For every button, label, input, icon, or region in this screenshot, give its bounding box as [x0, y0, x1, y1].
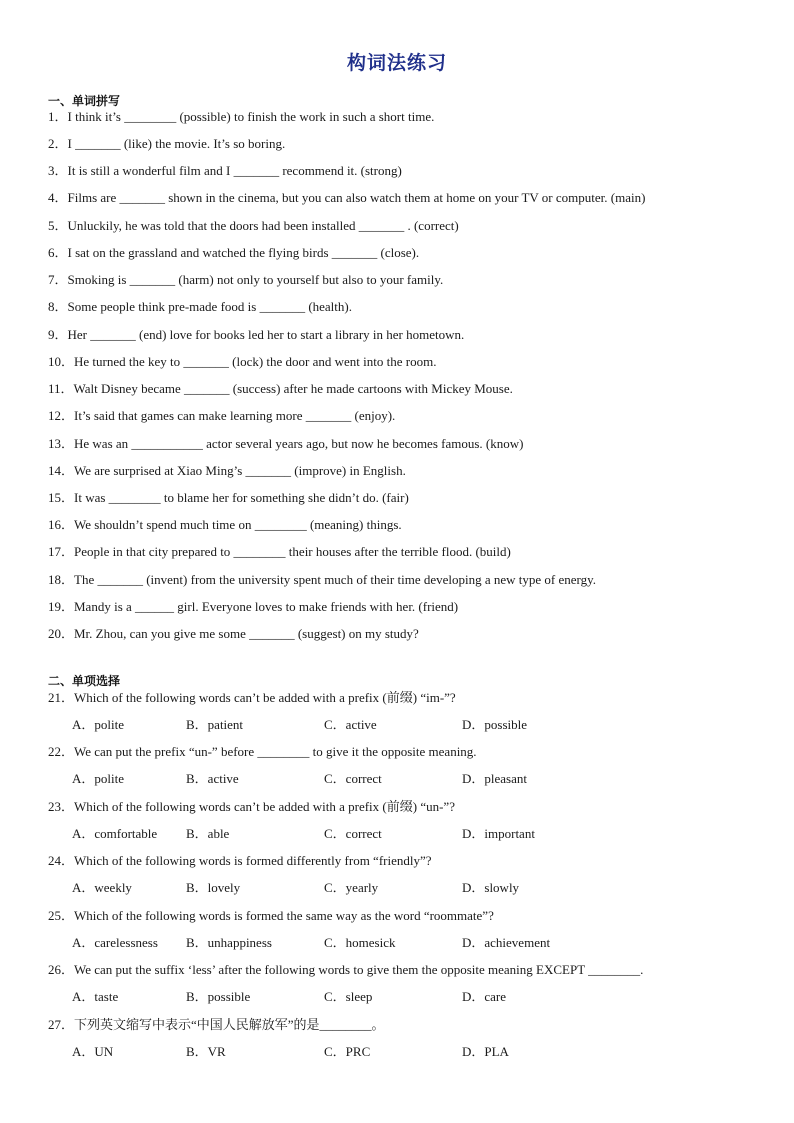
choice-question: 27．下列英文缩写中表示“中国人民解放军”的是________。 [48, 1017, 385, 1032]
spelling-question: 14．We are surprised at Xiao Ming’s _______ (improve) in English. [48, 463, 406, 478]
option-c: C．correct [324, 771, 382, 786]
choice-options [72, 826, 692, 842]
spelling-question: 18．The _______ (invent) from the university spent much of their time developing a new type of energy. [48, 572, 597, 587]
option-b: B．active [186, 771, 239, 786]
choice-options [72, 989, 692, 1005]
option-b: B．able [186, 826, 230, 841]
spelling-question: 11．Walt Disney became _______ (success) after he made cartoons with Mickey Mouse. [48, 381, 513, 396]
option-d: D．slowly [462, 880, 520, 895]
spelling-question: 13．He was an ___________ actor several years ago, but now he becomes famous. (know) [48, 436, 524, 451]
section-heading-spelling: 一、单词拼写 [48, 94, 121, 108]
option-c: C．correct [324, 826, 382, 841]
option-d: D．care [462, 989, 507, 1004]
option-c: C．sleep [324, 989, 373, 1004]
spelling-question: 16．We shouldn’t spend much time on ________ (meaning) things. [48, 517, 402, 532]
section-heading-multiple-choice: 二、单项选择 [48, 674, 121, 688]
spelling-question: 8．Some people think pre-made food is _______ (health). [48, 299, 352, 314]
option-b: B．unhappiness [186, 935, 272, 950]
option-d: D．possible [462, 717, 528, 732]
option-b: B．possible [186, 989, 251, 1004]
option-d: D．achievement [462, 935, 551, 950]
spelling-question: 9．Her _______ (end) love for books led her to start a library in her hometown. [48, 327, 465, 342]
option-c: C．homesick [324, 935, 396, 950]
option-a: A．UN [72, 1044, 114, 1059]
choice-question: 22．We can put the prefix “un-” before ________ to give it the opposite meaning. [48, 744, 477, 759]
choice-question: 26．We can put the suffix ‘less’ after the following words to give them the opposite meaning EXCEPT ________. [48, 962, 644, 977]
choice-question: 25．Which of the following words is formed the same way as the word “roommate”? [48, 908, 494, 923]
spelling-question: 12．It’s said that games can make learning more _______ (enjoy). [48, 408, 396, 423]
spelling-question: 7．Smoking is _______ (harm) not only to yourself but also to your family. [48, 272, 444, 287]
spelling-question: 5．Unluckily, he was told that the doors had been installed _______ . (correct) [48, 218, 459, 233]
option-c: C．yearly [324, 880, 379, 895]
choice-question: 23．Which of the following words can’t be added with a prefix (前缀) “un-”? [48, 799, 455, 814]
spelling-question: 20．Mr. Zhou, can you give me some _______ (suggest) on my study? [48, 626, 419, 641]
choice-options [72, 771, 692, 787]
spelling-question: 19．Mandy is a ______ girl. Everyone loves to make friends with her. (friend) [48, 599, 459, 614]
spelling-question: 3．It is still a wonderful film and I _______ recommend it. (strong) [48, 163, 402, 178]
option-b: B．patient [186, 717, 244, 732]
option-d: D．PLA [462, 1044, 509, 1059]
option-c: C．active [324, 717, 377, 732]
option-b: B．lovely [186, 880, 241, 895]
option-a: A．polite [72, 771, 124, 786]
page-title: 构词法练习 [346, 52, 447, 74]
option-a: A．comfortable [72, 826, 158, 841]
option-d: D．pleasant [462, 771, 527, 786]
choice-options [72, 880, 692, 896]
choice-question: 24．Which of the following words is formed differently from “friendly”? [48, 853, 432, 868]
spelling-question: 15．It was ________ to blame her for something she didn’t do. (fair) [48, 490, 409, 505]
spelling-question: 4．Films are _______ shown in the cinema, but you can also watch them at home on your TV or computer. (main) [48, 190, 646, 205]
spelling-question: 1．I think it’s ________ (possible) to finish the work in such a short time. [48, 109, 435, 124]
choice-options [72, 1044, 692, 1060]
choice-options [72, 717, 692, 733]
option-a: A．polite [72, 717, 124, 732]
option-c: C．PRC [324, 1044, 371, 1059]
choice-question: 21．Which of the following words can’t be added with a prefix (前缀) “im-”? [48, 690, 456, 705]
option-d: D．important [462, 826, 535, 841]
spelling-question: 17．People in that city prepared to ________ their houses after the terrible flood. (build) [48, 544, 511, 559]
option-b: B．VR [186, 1044, 226, 1059]
option-a: A．taste [72, 989, 119, 1004]
option-a: A．carelessness [72, 935, 158, 950]
choice-options [72, 935, 692, 951]
option-a: A．weekly [72, 880, 132, 895]
spelling-question: 10．He turned the key to _______ (lock) the door and went into the room. [48, 354, 437, 369]
spelling-question: 6．I sat on the grassland and watched the flying birds _______ (close). [48, 245, 420, 260]
spelling-question: 2．I _______ (like) the movie. It’s so boring. [48, 136, 286, 151]
